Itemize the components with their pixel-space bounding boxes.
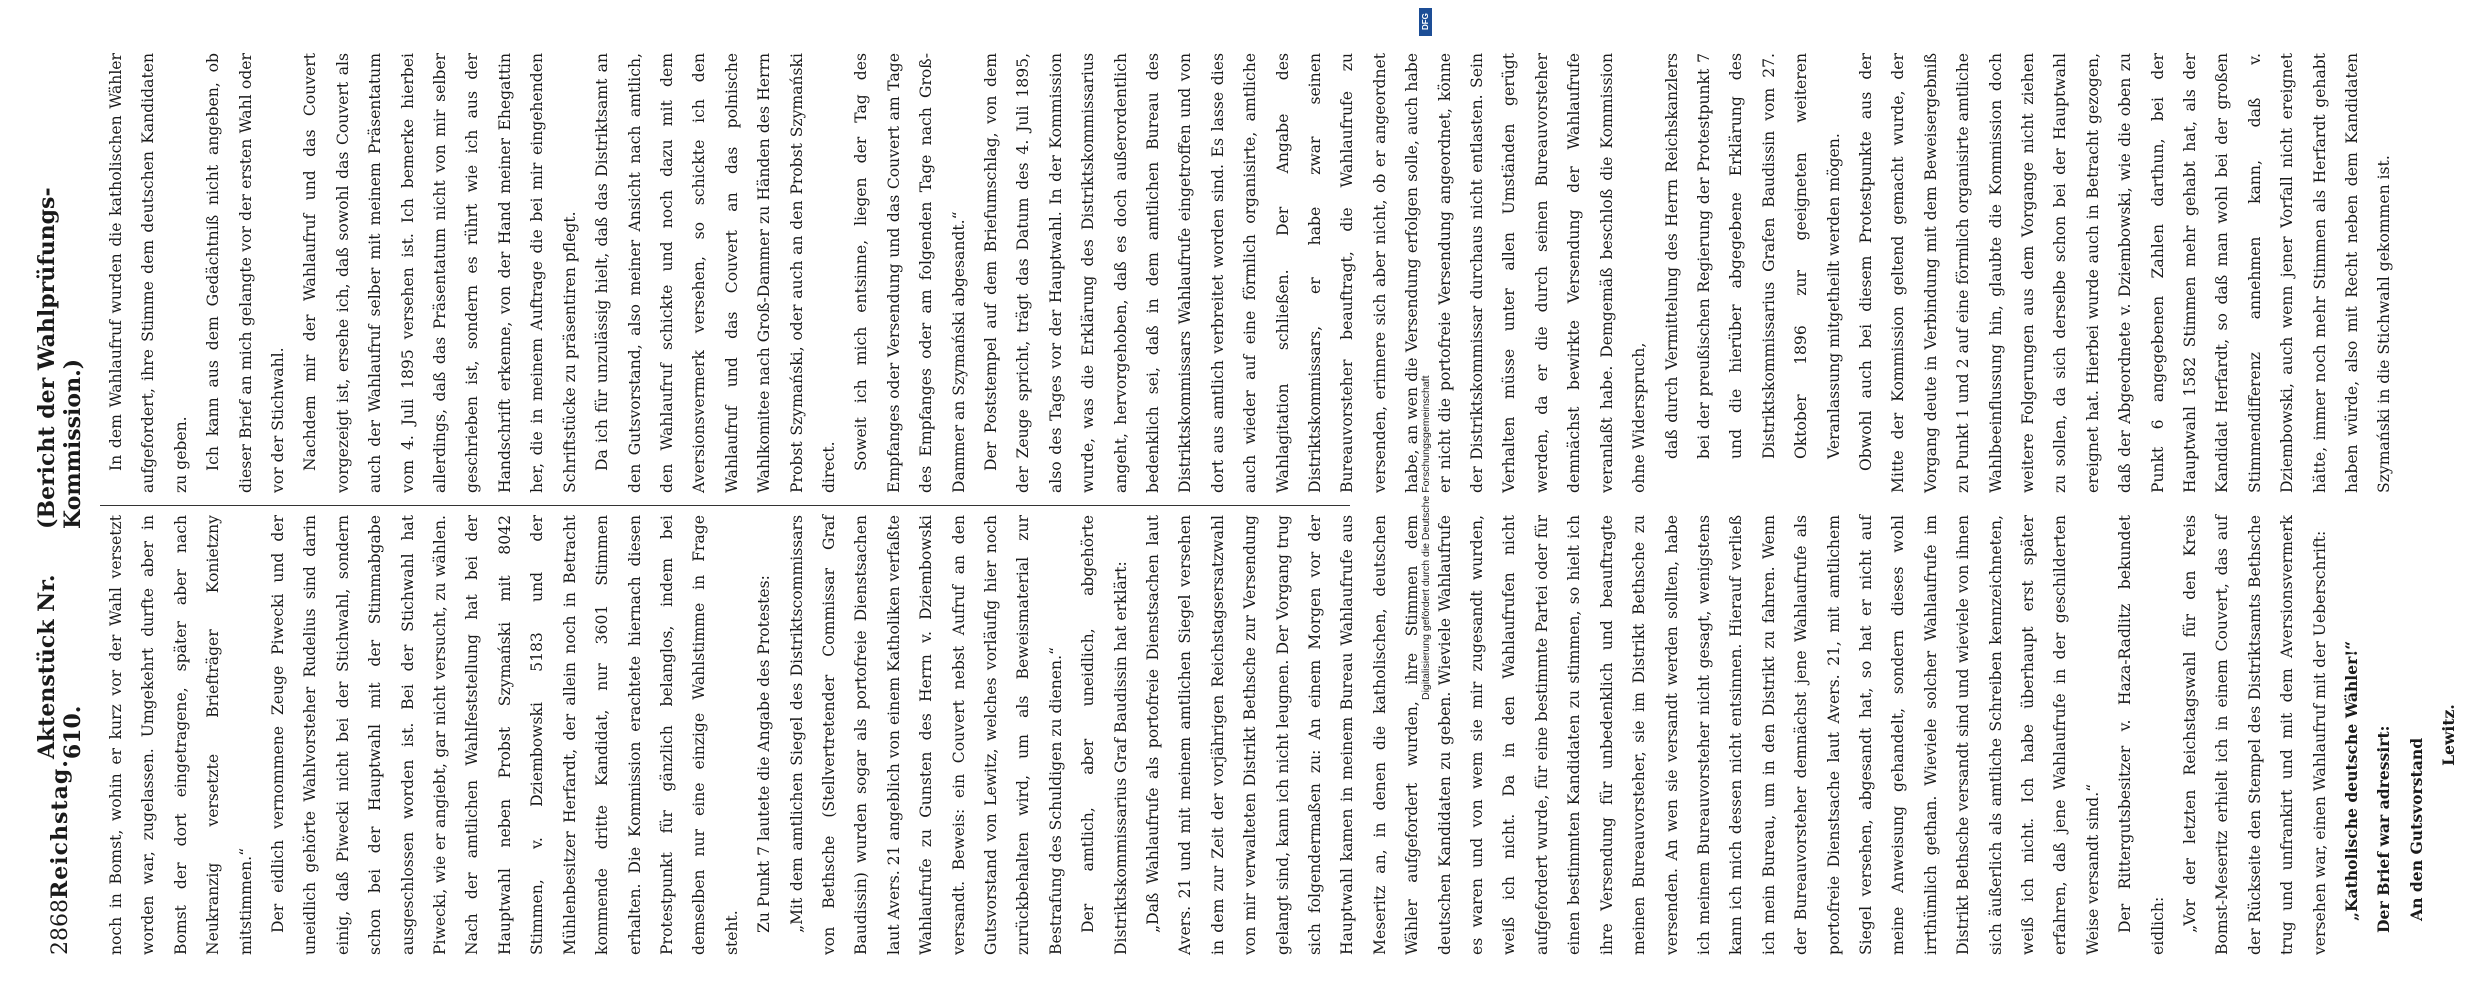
paragraph: Der Brief war adressirt: xyxy=(2374,725,2394,933)
paragraph: Zu Punkt 7 lautete die Angabe des Protestes: xyxy=(755,575,774,933)
paragraph: Der eidlich vernommene Zeuge Piwecki und der uneidlich gehörte Wahlvorsteher Rudelius sind darin einig, daß Piwecki nicht bei der Stichwahl, sondern schon bei der Hauptwahl mit der Stimmabgabe ausgeschlossen worden ist. Bei der Stichwahl hat Piwecki, wie er angiebt, gar nicht versucht, zu wählen. Nach der amtlichen Wahlfeststellung hat bei der Hauptwahl neben Probst Szymański mit 8042 Stimmen, v. Dziembowski 5183 und der Mühlenbesitzer Herfardt, der allein noch in Betracht kommende dritte Kandidat, nur 3601 Stimmen erhalten. Die Kommission erachtete hiernach diesen Protestpunkt für gänzlich belanglos, indem bei demselben nur eine einzige Wahlstimme in Frage steht. xyxy=(269,515,741,955)
journal-title: Reichstag. xyxy=(47,759,73,899)
paragraph: Nachdem mir der Wahlaufruf und das Couvert vorgezeigt ist, ersehe ich, daß sowohl das Couvert als auch der Wahlaufruf selber mit meinem Präsentatum vom 4. Juli 1895 versehen ist. Ich bemerke hierbei allerdings, daß das Präsentatum nicht von mir selber geschrieben ist, sondern es rührt wie ich aus der Handschrift erkenne, von der Hand meiner Ehegattin her, die in meinem Auftrage die bei mir eingehenden Schriftstücke zu präsentiren pflegt. xyxy=(301,53,579,493)
paragraph: An den Gutsvorstand xyxy=(2406,737,2426,921)
digitization-credit xyxy=(1418,0,1434,1000)
paragraph: noch in Bomst, wohin er kurz vor der Wahl versetzt worden war, zugelassen. Umgekehrt durfte aber in Bomst der dort eingetragene, später aber nach Neukranzig versetzte Briefträger Konietzny mitstimmen.“ xyxy=(107,515,255,955)
paragraph: daß durch Vermittelung des Herrn Reichskanzlers bei der preußischen Regierung der Protestpunkt 7 und die hierüber abgegebene Erklärung des Distriktskommissarius Grafen Baudissin vom 27. Oktober 1896 zur geeigneten weiteren Veranlassung mitgetheilt werden mögen. xyxy=(1662,53,1843,459)
document-number: Aktenstück Nr. 610. xyxy=(34,574,86,760)
paragraph: Soweit ich mich entsinne, liegen der Tag des Empfanges oder Versendung und das Couvert am Tage des Empfanges oder am folgenden Tage nach Groß-Dammer an Szymański abgesandt.“ xyxy=(852,53,968,493)
paragraph: „Mit dem amtlichen Siegel des Distriktscommissars von Bethsche (Stellvertretender Commissar Graf Baudissin) wurden sogar als portofreie Dienstsachen laut Avers. 21 angeblich von einem Katholiken verfaßte Wahlaufrufe zu Gunsten des Herrn v. Dziembowski versandt. Beweis: ein Couvert nebst Aufruf an den Gutsvorstand von Lewitz, welches vorläufig hier noch zurückbehalten wird, um als Beweismaterial zur Bestrafung des Schuldigen zu dienen.“ xyxy=(787,515,1065,955)
running-head xyxy=(34,50,86,955)
page-number: 2868 xyxy=(47,899,73,955)
report-title: (Bericht der Wahlprüfungs-Kommission.) xyxy=(34,187,86,529)
paragraph: Der amtlich, aber uneidlich, abgehörte Distriktskommissarius Graf Baudissin hat erklärt: xyxy=(1079,515,1130,955)
paragraph: Ich kann aus dem Gedächtniß nicht angeben, ob dieser Brief an mich gelangte vor der ersten Wahl oder vor der Stichwahl. xyxy=(204,53,288,493)
paragraph: Lewitz. xyxy=(2439,704,2459,766)
column-divider xyxy=(100,505,1350,506)
paragraph: „Daß Wahlaufrufe als portofreie Dienstsachen laut Avers. 21 und mit meinem amtlichen Siegel versehen in dem zur Zeit der vorjährigen Reichstagsersatzwahl von mir verwalteten Distrikt Bethsche zur Versendung gelangt sind, kann ich nicht leugnen. Der Vorgang trug sich folgendermaßen zu: An einem Morgen vor der Hauptwahl kamen in meinem Bureau Wahlaufrufe aus Meseritz an, in denen die katholischen, deutschen Wähler aufgefordert wurden, ihre Stimmen dem deutschen Kandidaten zu geben. Wieviele Wahlaufrufe es waren und von wem sie mir zugesandt wurden, weiß ich nicht. Da in den Wahlaufrufen nicht aufgefordert wurde, für eine bestimmte Partei oder für einen bestimmten Kandidaten zu stimmen, so hielt ich ihre Versendung für unbedenklich und beauftragte meinen Bureauvorsteher, sie im Distrikt Bethsche zu versenden. An wen sie versandt werden sollten, habe ich meinem Bureauvorsteher nicht gesagt, wenigstens kann ich mich dessen nicht entsinnen. Hierauf verließ ich mein Bureau, um in den Distrikt zu fahren. Wenn der Bureauvorsteher demnächst jene Wahlaufrufe als portofreie Dienstsache laut Avers. 21, mit amtlichem Siegel versehen, abgesandt hat, so hat er nicht auf meine Anweisung gehandelt, sondern dieses wohl irrthümlich gethan. Wieviele solcher Wahlaufrufe im Distrikt Bethsche versandt sind und wieviele von ihnen sich äußerlich als amtliche Schreiben kennzeichneten, weiß ich nicht. Ich habe überhaupt erst später erfahren, daß jene Wahlaufrufe in der geschilderten Weise versandt sind.“ xyxy=(1144,515,2102,955)
paragraph: Der Rittergutsbesitzer v. Haza-Radlitz bekundet eidlich: xyxy=(2116,515,2167,955)
paragraph: In dem Wahlaufruf wurden die katholischen Wähler aufgefordert, ihre Stimme dem deutschen Kandidaten zu geben. xyxy=(107,53,190,493)
paragraph: „Katholische deutsche Wähler!“ xyxy=(2342,640,2362,921)
paragraph: „Vor der letzten Reichstagswahl für den Kreis Bomst-Meseritz erhielt ich in einem Couvert, das auf der Rückseite den Stempel des Distriktsamts Bethsche trug und unfrankirt und mit dem Aversionsvermerk versehen war, einen Wahlaufruf mit der Ueberschrift: xyxy=(2181,515,2329,955)
right-column xyxy=(100,53,2394,493)
paragraph: Der Poststempel auf dem Briefumschlag, von dem der Zeuge spricht, trägt das Datum des 4. Juli 1895, also des Tages vor der Hauptwahl. In der Kommission wurde, was die Erklärung des Distriktskommissarius angeht, hervorgehoben, daß es doch außerordentlich bedenklich sei, daß in dem amtlichen Bureau des Distriktskommissars Wahlaufrufe eingetroffen und von dort aus amtlich verbreitet worden sind. Es lasse dies auch wieder auf eine förmlich organisirte, amtliche Wahlagitation schließen. Der Angabe des Distriktskommissars, er habe zwar seinen Bureauvorsteher beauftragt, die Wahlaufrufe zu versenden, erinnere sich aber nicht, ob er angeordnet habe, an wen die Versendung erfolgen solle, auch habe er nicht die portofreie Versendung angeordnet, könne der Distriktskommissar durchaus nicht entlasten. Sein Verhalten müsse unter allen Umständen gerügt werden, da er die durch seinen Bureauvorsteher demnächst bewirkte Versendung der Wahlaufrufe veranlaßt habe. Demgemäß beschloß die Kommission ohne Widerspruch, xyxy=(981,53,1649,493)
credit-text: Digitalisierung gefördert durch die Deutsche Forschungsgemeinschaft xyxy=(1420,375,1432,700)
dfg-logo: DFG xyxy=(1419,8,1432,36)
paragraph: Obwohl auch bei diesem Protestpunkte aus der Mitte der Kommission geltend gemacht wurde, der Vorgang deute in Verbindung mit dem Beweisergebniß zu Punkt 1 und 2 auf eine förmlich organisirte amtliche Wahlbeeinflussung hin, glaubte die Kommission doch weitere Folgerungen aus dem Vorgange nicht ziehen zu sollen, da sich derselbe schon bei der Hauptwahl ereignet hat. Hierbei wurde auch in Betracht gezogen, daß der Abgeordnete v. Dziembowski, wie die oben zu Punkt 6 angegebenen Zahlen darthun, bei der Hauptwahl 1582 Stimmen mehr gehabt hat, als der Kandidat Herfardt, so daß man wohl bei der großen Stimmendifferenz annehmen kann, daß v. Dziembowski, auch wenn jener Vorfall nicht ereignet hätte, immer noch mehr Stimmen als Herfardt gehabt haben würde, also mit Recht neben dem Kandidaten Szymański in die Stichwahl gekommen ist. xyxy=(1856,53,2394,493)
paragraph: Da ich für unzulässig hielt, daß das Distriktsamt an den Gutsvorstand, also meiner Ansicht nach amtlich, den Wahlaufruf schickte und noch dazu mit dem Aversionsvermerk versehen, so schickte ich den Wahlaufruf und das Couvert an das polnische Wahlkomitee nach Groß-Dammer zu Händen des Herrn Probst Szymański, oder auch an den Probst Szymański direct. xyxy=(593,53,838,493)
